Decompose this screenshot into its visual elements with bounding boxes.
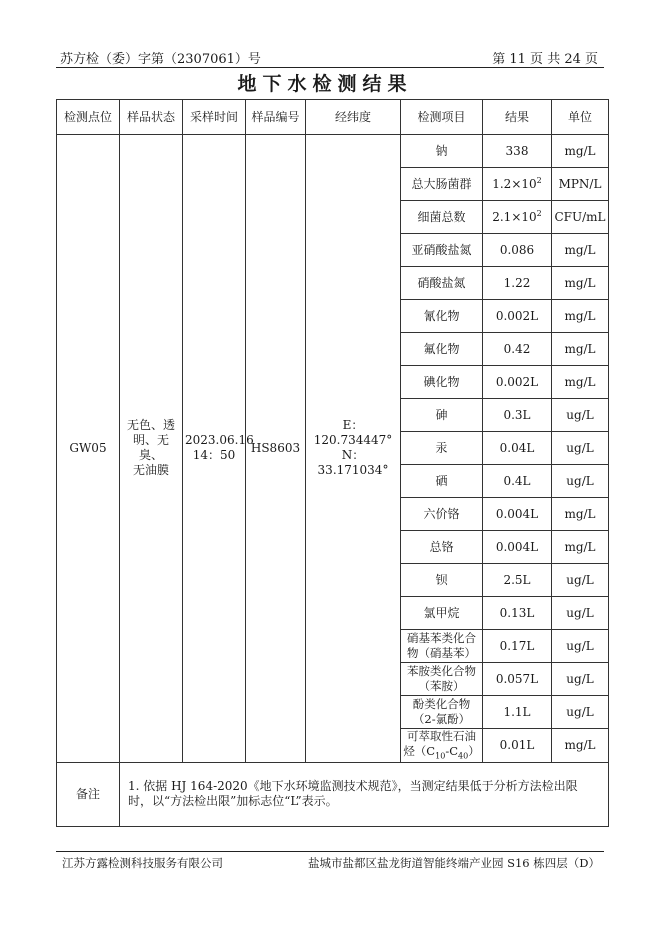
result-cell: 0.057L xyxy=(483,663,552,696)
table-row xyxy=(57,135,609,168)
page-info: 第 11 页 共 24 页 xyxy=(492,52,598,67)
item-cell: 氯甲烷 xyxy=(401,597,483,630)
note-text: 1. 依据 HJ 164-2020《地下水环境监测技术规范》，当测定结果低于分析方法检出限时，以“方法检出限”加标志位“L”表示。 xyxy=(120,762,609,826)
result-cell: 338 xyxy=(483,135,552,168)
item-cell: 可萃取性石油 烃$(C_{10}-C_{40})$ xyxy=(401,729,483,763)
result-cell: 0.01L xyxy=(483,729,552,763)
unit-cell: ug/L xyxy=(552,663,609,696)
unit-cell: MPN/L xyxy=(552,168,609,201)
col-header-point: 检测点位 xyxy=(57,100,120,135)
note-label: 备注 xyxy=(57,762,120,826)
item-cell: 氰化物 xyxy=(401,300,483,333)
col-header-state: 样品状态 xyxy=(120,100,183,135)
page-title: 地下水检测结果 xyxy=(237,73,413,95)
unit-cell: mg/L xyxy=(552,729,609,763)
item-cell: 钠 xyxy=(401,135,483,168)
note-row xyxy=(57,762,609,826)
item-cell: 酚类化合物 （2-氯酚） xyxy=(401,696,483,729)
result-cell: 0.4L xyxy=(483,465,552,498)
unit-cell: ug/L xyxy=(552,399,609,432)
result-cell: 0.13L xyxy=(483,597,552,630)
unit-cell: ug/L xyxy=(552,597,609,630)
item-cell: 总大肠菌群 xyxy=(401,168,483,201)
sample-code: HS8603 xyxy=(246,135,306,763)
unit-cell: mg/L xyxy=(552,333,609,366)
item-cell: 总铬 xyxy=(401,531,483,564)
footer-company: 江苏方露检测科技服务有限公司 xyxy=(62,856,223,870)
col-header-item: 检测项目 xyxy=(401,100,483,135)
col-header-code: 样品编号 xyxy=(246,100,306,135)
unit-cell: ug/L xyxy=(552,564,609,597)
item-cell: 苯胺类化合物 （苯胺） xyxy=(401,663,483,696)
col-header-result: 结果 xyxy=(483,100,552,135)
result-cell: 0.04L xyxy=(483,432,552,465)
sample-point: GW05 xyxy=(57,135,120,763)
result-cell: 1.22 xyxy=(483,267,552,300)
sample-time: 2023.06.16 14：50 xyxy=(183,135,246,763)
unit-cell: ug/L xyxy=(552,432,609,465)
result-cell: 0.17L xyxy=(483,630,552,663)
item-cell: 硝酸盐氮 xyxy=(401,267,483,300)
unit-cell: mg/L xyxy=(552,300,609,333)
unit-cell: CFU/mL xyxy=(552,201,609,234)
results-table xyxy=(56,99,609,827)
result-cell: 1.1L xyxy=(483,696,552,729)
footer-rule xyxy=(56,851,604,852)
col-header-unit: 单位 xyxy=(552,100,609,135)
sample-state: 无色、透 明、无臭、 无油膜 xyxy=(120,135,183,763)
unit-cell: mg/L xyxy=(552,498,609,531)
unit-cell: mg/L xyxy=(552,531,609,564)
report-ref-number: 苏方检（委）字第（2307061）号 xyxy=(60,52,261,67)
footer-address: 盐城市盐都区盐龙街道智能终端产业园 S16 栋四层（D） xyxy=(307,856,600,870)
result-cell: 0.3L xyxy=(483,399,552,432)
result-cell: 0.002L xyxy=(483,366,552,399)
result-cell: 0.004L xyxy=(483,498,552,531)
col-header-time: 采样时间 xyxy=(183,100,246,135)
unit-cell: ug/L xyxy=(552,696,609,729)
item-cell: 钡 xyxy=(401,564,483,597)
sample-coordinates: E：120.734447° N：33.171034° xyxy=(306,135,401,763)
col-header-coords: 经纬度 xyxy=(306,100,401,135)
unit-cell: mg/L xyxy=(552,234,609,267)
item-cell: 亚硝酸盐氮 xyxy=(401,234,483,267)
item-cell: 硒 xyxy=(401,465,483,498)
item-cell: 砷 xyxy=(401,399,483,432)
unit-cell: mg/L xyxy=(552,267,609,300)
unit-cell: ug/L xyxy=(552,630,609,663)
unit-cell: mg/L xyxy=(552,366,609,399)
result-cell: 2.5L xyxy=(483,564,552,597)
item-cell: 硝基苯类化合 物（硝基苯） xyxy=(401,630,483,663)
unit-cell: mg/L xyxy=(552,135,609,168)
table-header-row xyxy=(57,100,609,135)
item-cell: 六价铬 xyxy=(401,498,483,531)
unit-cell: ug/L xyxy=(552,465,609,498)
result-cell: 0.004L xyxy=(483,531,552,564)
result-cell: 0.086 xyxy=(483,234,552,267)
result-cell: $2.1\times 10^2$ xyxy=(483,201,552,234)
item-cell: 氟化物 xyxy=(401,333,483,366)
result-cell: $1.2\times 10^2$ xyxy=(483,168,552,201)
header-rule xyxy=(56,67,604,68)
result-cell: 0.42 xyxy=(483,333,552,366)
item-cell: 细菌总数 xyxy=(401,201,483,234)
item-cell: 碘化物 xyxy=(401,366,483,399)
result-cell: 0.002L xyxy=(483,300,552,333)
item-cell: 汞 xyxy=(401,432,483,465)
